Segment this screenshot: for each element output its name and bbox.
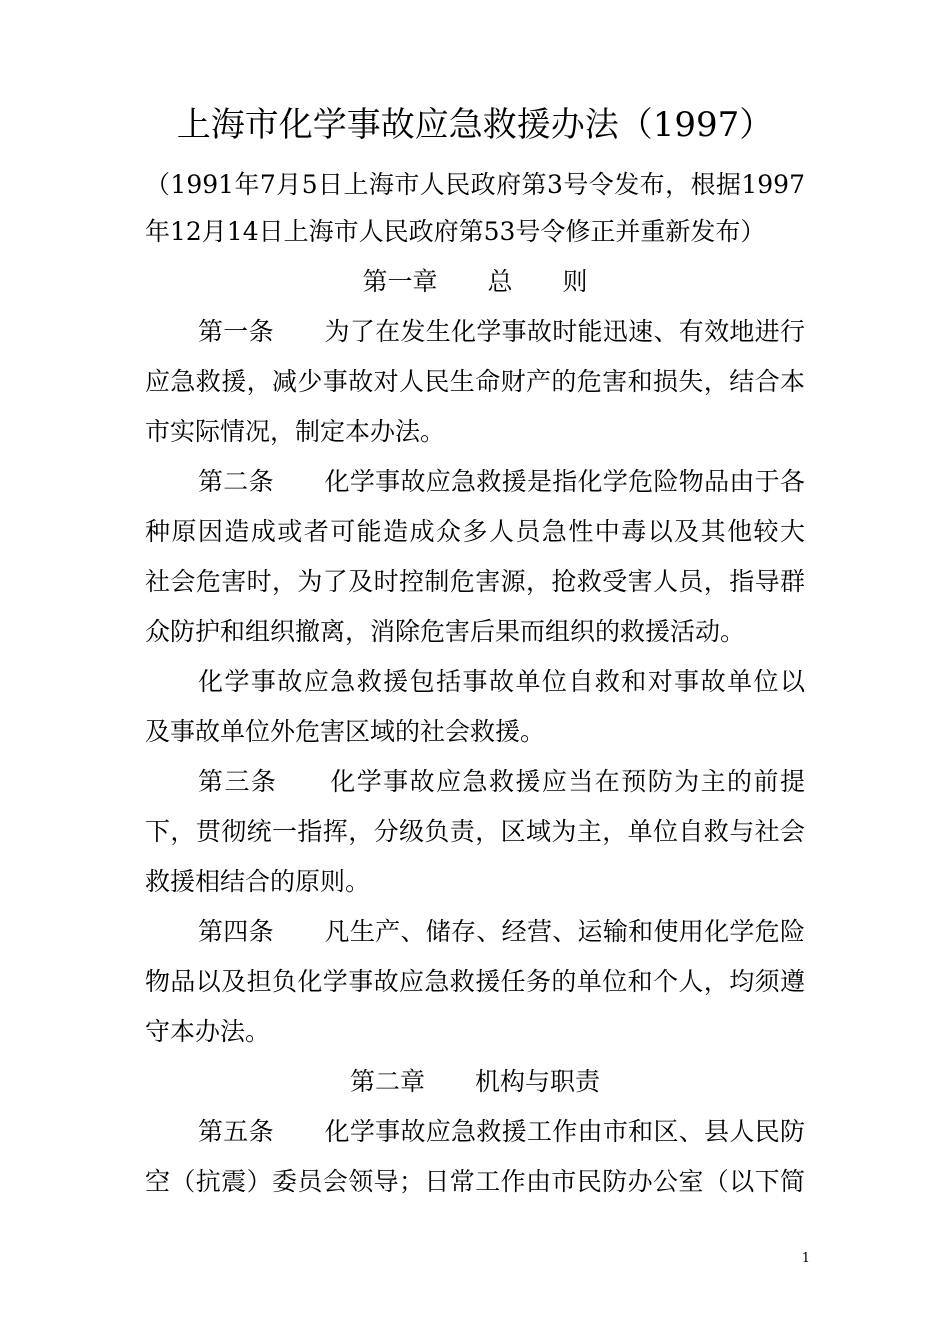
subtitle-line-1: （1991年7月5日上海市人民政府第3号令发布，根据1997 [145,170,805,199]
article-3-line-2: 下，贯彻统一指挥，分级负责，区域为主，单位自救与社会 [145,817,805,846]
subtitle-line-2: 年12月14日上海市人民政府第53号令修正并重新发布） [145,217,766,246]
article-1-text-1: 为了在发生化学事故时能迅速、有效地进行 [324,317,805,346]
article-5-line-2: 空（抗震）委员会领导；日常工作由市民防办公室（以下简 [145,1167,805,1196]
page-number: 1 [801,1251,810,1266]
article-4-label: 第四条 [198,917,274,946]
article-1-label: 第一条 [198,317,274,346]
article-2-line-2: 种原因造成或者可能造成众多人员急性中毒以及其他较大 [145,517,805,546]
article-1-line-3: 市实际情况，制定本办法。 [145,417,446,446]
article-1-first-line [198,312,805,352]
article-3-first-line [198,762,805,802]
article-2-line-3: 社会危害时，为了及时控制危害源，抢救受害人员，指导群 [145,567,805,596]
article-1-line-2: 应急救援，减少事故对人民生命财产的危害和损失，结合本 [145,367,805,396]
article-3-label: 第三条 [198,767,278,796]
article-4-line-3: 守本办法。 [145,1017,271,1046]
article-2-line-4: 众防护和组织撤离，消除危害后果而组织的救援活动。 [145,617,746,646]
article-2-label: 第二条 [198,467,274,496]
article-2-para-2-line-1: 化学事故应急救援包括事故单位自救和对事故单位以 [198,667,805,696]
article-3-line-3: 救援相结合的原则。 [145,867,371,896]
article-4-text-1: 凡生产、储存、经营、运输和使用化学危险 [324,917,805,946]
article-5-label: 第五条 [198,1117,274,1146]
chapter-2-heading: 第二章 机构与职责 [349,1067,600,1096]
article-5-first-line [198,1112,805,1152]
chapter-1-heading: 第一章 总 则 [362,267,588,296]
document-title: 上海市化学事故应急救援办法（1997） [176,105,774,145]
article-4-first-line [198,912,805,952]
article-4-line-2: 物品以及担负化学事故应急救援任务的单位和个人，均须遵 [145,967,805,996]
article-2-text-1: 化学事故应急救援是指化学危险物品由于各 [324,467,805,496]
article-2-para-2-line-2: 及事故单位外危害区域的社会救援。 [145,717,546,746]
article-3-text-1: 化学事故应急救援应当在预防为主的前提 [330,767,805,796]
article-5-text-1: 化学事故应急救援工作由市和区、县人民防 [324,1117,805,1146]
article-2-first-line [198,462,805,502]
